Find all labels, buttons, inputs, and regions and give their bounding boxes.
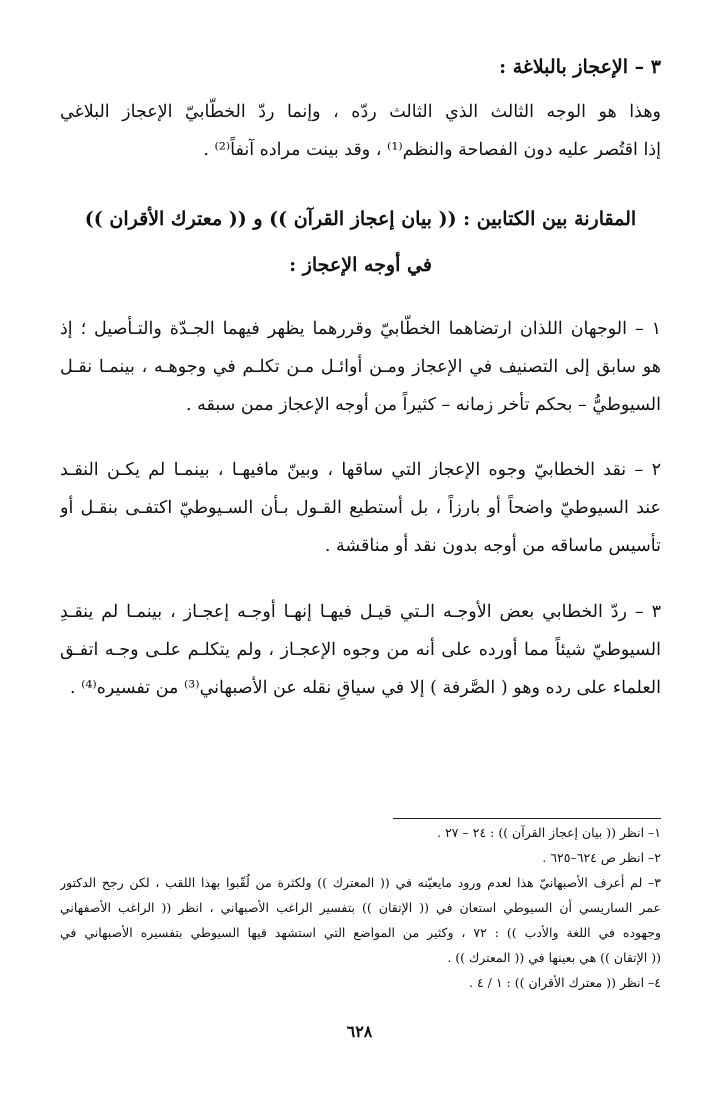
- body-line: تأسيس ماساقه من أوجه بدون نقد أو مناقشة .: [324, 536, 661, 556]
- footnote-separator: [393, 818, 661, 819]
- paragraph-1: [60, 310, 661, 424]
- body-line: السيوطيُّ – بحكم تأخر زمانه – كثيراً من أوجه الإعجاز ممن سبقه .: [186, 395, 661, 415]
- paragraph-3: [60, 593, 661, 707]
- footnote: ٢– انظر ص ٦٢٤–٦٢٥ .: [542, 850, 661, 865]
- title-line: في أوجه الإعجاز :: [289, 254, 432, 276]
- footnote: ٣– لم أعرف الأصبهانيّ هذا لعدم ورود مايعيّنه في (( المعترك )) ولكثرة من لُقّبوا بهذا اللقب ، لكن رجح الدكتور: [60, 875, 661, 890]
- body-line: هو سابق إلى التصنيف في الإعجاز ومـن أوائـل مـن تكلـم في وجوهـه ، بينمـا نقـل: [60, 357, 661, 377]
- section-heading: [60, 56, 661, 78]
- heading-text: ٣ – الإعجاز بالبلاغة :: [499, 56, 661, 78]
- footnote: عمر الساريسي أن السيوطي استعان في (( الإتقان )) بتفسير الراغب الأصبهاني ، انظر (( الراغب الأصفهاني: [60, 900, 661, 915]
- body-line: وهذا هو الوجه الثالث الذي الثالث ردّه ، وإنما ردّ الخطّابيّ الإعجاز البلاغي: [60, 102, 661, 122]
- body-line: ٢ – نقد الخطابيّ وجوه الإعجاز التي ساقها ، وبينّ مافيهـا ، بينمـا لم يكـن النقـد: [60, 460, 661, 480]
- paragraph-2: [60, 451, 661, 565]
- comparison-title: [60, 196, 661, 288]
- body-line: السيوطيّ شيئاً مما أورده على أنه من وجوه الإعجـاز ، ولم يتكلـم علـى وجـه اتفـق: [60, 640, 661, 660]
- footnote: وجهوده في اللغة والأدب )) : ٧٢ ، وكثير من المواضع التي استشهد فيها السيوطي بتفسيره الأصبهاني في: [60, 925, 661, 940]
- footnote: ٤– انظر (( معترك الأقران )) : ١ / ٤ .: [469, 975, 661, 990]
- footnotes: [60, 820, 661, 995]
- body-line: العلماء على رده وهو ( الصَّرفة ) إلا في سياقِ نقله عن الأصبهاني⁽³⁾ من تفسيره⁽⁴⁾ .: [69, 678, 661, 698]
- body-line: إذا اقتُصر عليه دون الفصاحة والنظم⁽¹⁾ ، وقد بينت مراده آنفاً⁽²⁾ .: [203, 140, 661, 160]
- body-line: ٣ – ردّ الخطابي بعض الأوجـه الـتي قيـل فيهـا إنهـا أوجـه إعجـاز ، بينمـا لم ينقـدِ: [60, 602, 661, 622]
- footnote: ١– انظر (( بيان إعجاز القرآن )) : ٢٤ – ٢٧ .: [437, 825, 661, 840]
- title-line: المقارنة بين الكتابين : (( بيان إعجاز القرآن )) و (( معترك الأقران )): [84, 208, 637, 230]
- footnote: (( الإتقان )) هي بعينها في (( المعترك )) .: [447, 950, 661, 965]
- body-line: ١ – الوجهان اللذان ارتضاهما الخطّابيّ وقررهما يظهر فيهما الجـدّة والتـأصيل ؛ إذ: [60, 319, 661, 339]
- section-body: [60, 93, 661, 169]
- page-number: ٦٢٨: [346, 1022, 373, 1041]
- body-line: عند السيوطيّ واضحاً أو بارزاً ، بل أستطيع القـول بـأن السـيوطيّ اكتفـى بنقـل أو: [60, 498, 661, 518]
